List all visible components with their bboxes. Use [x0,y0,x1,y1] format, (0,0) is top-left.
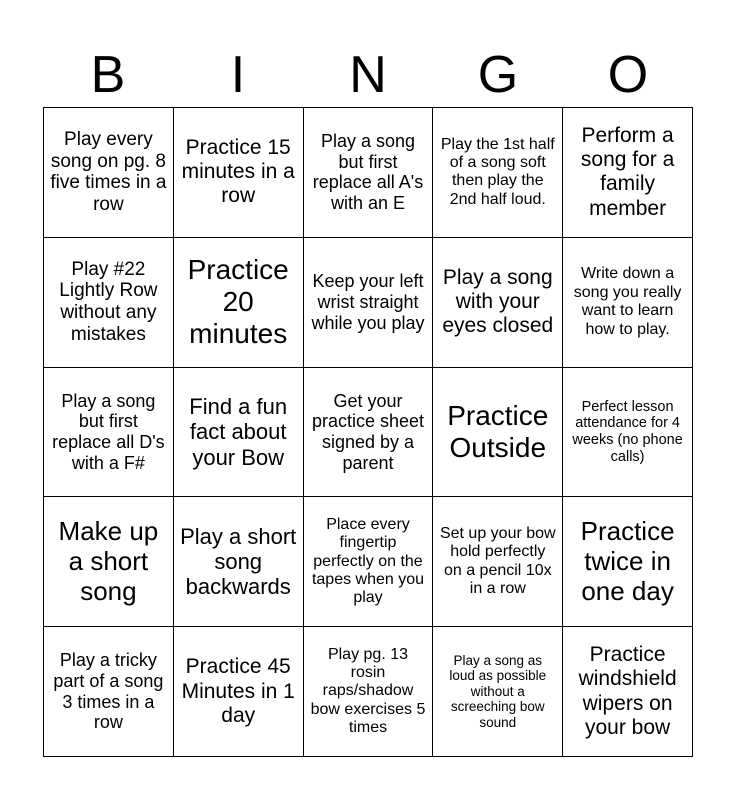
bingo-cell-r3-c3[interactable] [304,368,434,498]
cell-text: Perform a song for a family member [580,124,675,220]
cell-text: Practice twice in one day [580,515,675,606]
cell-text: Practice windshield wipers on your bow [578,643,677,739]
cell-text: Make up a short song [58,515,159,606]
bingo-cell-r3-c2[interactable] [174,368,304,498]
cell-text: Play every song on pg. 8 five times in a row [50,128,167,216]
bingo-cell-r5-c4[interactable] [433,627,563,757]
bingo-cell-r3-c1[interactable] [44,368,174,498]
bingo-cell-r3-c4[interactable] [433,368,563,498]
bingo-cell-r3-c5[interactable] [563,368,693,498]
bingo-cell-r5-c2[interactable] [174,627,304,757]
bingo-cell-r5-c5[interactable] [563,627,693,757]
cell-text: Play the 1st half of a song soft then play the 2nd half loud. [440,135,555,208]
cell-text: Practice Outside [447,399,549,463]
bingo-cell-r4-c1[interactable] [44,497,174,627]
cell-text: Play a short song backwards [180,523,297,600]
header-letter-o: O [607,46,649,104]
cell-text: Place every fingertip perfectly on the tapes when you play [311,515,425,607]
bingo-cell-r1-c1[interactable] [44,108,174,238]
bingo-cell-r1-c5[interactable] [563,108,693,238]
bingo-cell-r2-c4[interactable] [433,238,563,368]
header-letter-b: B [90,46,126,104]
bingo-cell-r4-c3[interactable] [304,497,434,627]
bingo-header [43,44,693,106]
cell-text: Get your practice sheet signed by a parent [311,390,425,473]
cell-text: Play a tricky part of a song 3 times in a row [53,650,164,733]
cell-text: Set up your bow hold perfectly on a pencil 10x in a row [439,525,556,598]
bingo-cell-r2-c3[interactable] [304,238,434,368]
cell-text: Find a fun fact about your Bow [189,394,288,470]
bingo-cell-r1-c4[interactable] [433,108,563,238]
cell-text: Play a song but first replace all A's with an E [312,131,424,214]
bingo-cell-r5-c3[interactable] [304,627,434,757]
cell-text: Play a song with your eyes closed [442,265,554,338]
bingo-board [43,107,693,757]
bingo-cell-r4-c5[interactable] [563,497,693,627]
cell-text: Keep your left wrist straight while you play [311,271,425,333]
bingo-cell-r2-c1[interactable] [44,238,174,368]
bingo-cell-r1-c3[interactable] [304,108,434,238]
cell-text: Practice 20 minutes [187,253,289,350]
bingo-cell-r4-c4[interactable] [433,497,563,627]
cell-text: Play a song but first replace all D's with a F# [52,390,165,473]
header-letter-g: G [477,46,519,104]
bingo-cell-r4-c2[interactable] [174,497,304,627]
bingo-cell-r2-c5[interactable] [563,238,693,368]
cell-text: Play pg. 13 rosin raps/shadow bow exercises 5 times [310,645,426,737]
cell-text: Practice 15 minutes in a row [181,136,295,208]
cell-text: Play a song as loud as possible without a screeching bow sound [449,652,547,730]
bingo-cell-r2-c2[interactable] [174,238,304,368]
cell-text: Practice 45 Minutes in 1 day [181,655,295,727]
header-letter-n: N [349,46,387,104]
header-letter-i: I [230,46,246,104]
bingo-cell-r5-c1[interactable] [44,627,174,757]
cell-text: Play #22 Lightly Row without any mistakes [59,258,158,346]
cell-text: Write down a song you really want to learn how to play. [573,265,682,338]
bingo-cell-r1-c2[interactable] [174,108,304,238]
cell-text: Perfect lesson attendance for 4 weeks (no phone calls) [572,398,683,465]
